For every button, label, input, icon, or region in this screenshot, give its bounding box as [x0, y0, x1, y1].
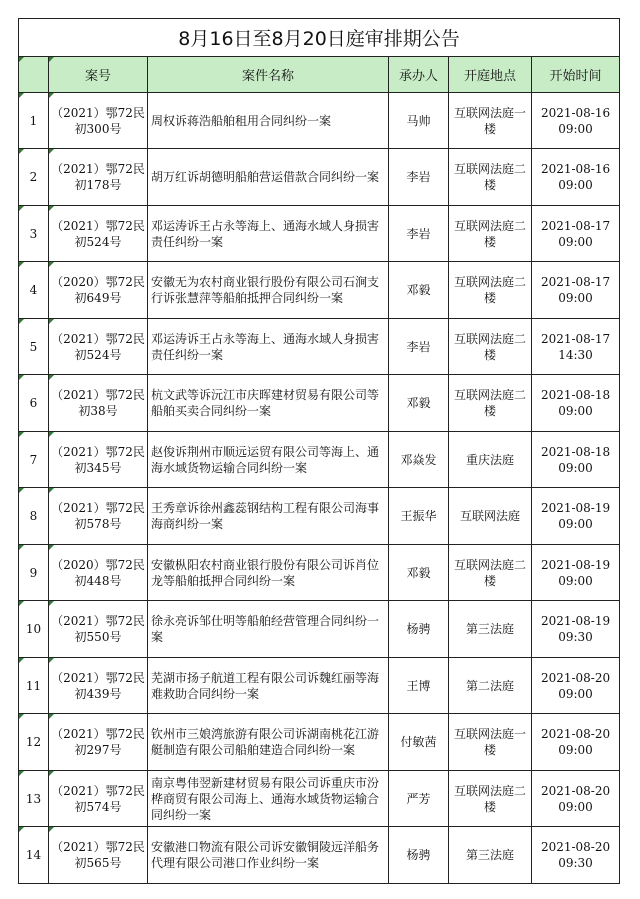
header-time: 开始时间: [532, 57, 620, 93]
table-row: [19, 93, 620, 149]
start-time: 2021-08-19 09:00: [532, 488, 620, 545]
court-location: 互联网法庭二楼: [449, 262, 532, 319]
row-number: 5: [19, 319, 49, 375]
court-location: 第三法庭: [449, 827, 532, 884]
start-time: 2021-08-17 14:30: [532, 319, 620, 375]
judge-name: 王振华: [389, 488, 449, 545]
judge-name: 李岩: [389, 206, 449, 262]
start-time: 2021-08-18 09:00: [532, 432, 620, 488]
case-name: 杭文武等诉沅江市庆晖建材贸易有限公司等船舶买卖合同纠纷一案: [148, 375, 389, 432]
start-time: 2021-08-18 09:00: [532, 375, 620, 432]
table-row: [19, 206, 620, 262]
court-location: 互联网法庭一楼: [449, 714, 532, 771]
case-name: 邓运涛诉王占永等海上、通海水域人身损害责任纠纷一案: [148, 206, 389, 262]
row-number: 2: [19, 149, 49, 206]
schedule-table: [18, 18, 620, 884]
case-name: 安徽港口物流有限公司诉安徽铜陵远洋船务代理有限公司港口作业纠纷一案: [148, 827, 389, 884]
header-place: 开庭地点: [449, 57, 532, 93]
case-number: （2021）鄂72民初38号: [49, 375, 148, 432]
case-name: 徐永亮诉邹仕明等船舶经营管理合同纠纷一案: [148, 601, 389, 658]
court-location: 互联网法庭二楼: [449, 375, 532, 432]
start-time: 2021-08-16 09:00: [532, 149, 620, 206]
case-number: （2021）鄂72民初574号: [49, 771, 148, 827]
start-time: 2021-08-17 09:00: [532, 262, 620, 319]
table-row: [19, 658, 620, 714]
case-name: 安徽枞阳农村商业银行股份有限公司诉肖位龙等船舶抵押合同纠纷一案: [148, 545, 389, 601]
judge-name: 邓毅: [389, 375, 449, 432]
case-name: 南京粤伟翌新建材贸易有限公司诉重庆市汾桦商贸有限公司海上、通海水域货物运输合同纠纷一案: [148, 771, 389, 827]
case-number: （2021）鄂72民初565号: [49, 827, 148, 884]
judge-name: 邓毅: [389, 262, 449, 319]
judge-name: 王博: [389, 658, 449, 714]
row-number: 11: [19, 658, 49, 714]
case-number: （2020）鄂72民初649号: [49, 262, 148, 319]
case-name: 安徽无为农村商业银行股份有限公司石涧支行诉张慧萍等船舶抵押合同纠纷一案: [148, 262, 389, 319]
table-header-row: [19, 57, 620, 93]
case-number: （2021）鄂72民初178号: [49, 149, 148, 206]
row-number: 1: [19, 93, 49, 149]
case-number: （2021）鄂72民初524号: [49, 319, 148, 375]
case-number: （2020）鄂72民初448号: [49, 545, 148, 601]
start-time: 2021-08-19 09:30: [532, 601, 620, 658]
case-number: （2021）鄂72民初578号: [49, 488, 148, 545]
case-number: （2021）鄂72民初345号: [49, 432, 148, 488]
case-name: 王秀章诉徐州鑫蕊钢结构工程有限公司海事海商纠纷一案: [148, 488, 389, 545]
court-location: 互联网法庭二楼: [449, 771, 532, 827]
court-location: 互联网法庭二楼: [449, 149, 532, 206]
court-location: 第二法庭: [449, 658, 532, 714]
court-location: 互联网法庭二楼: [449, 545, 532, 601]
row-number: 7: [19, 432, 49, 488]
start-time: 2021-08-20 09:30: [532, 827, 620, 884]
table-row: [19, 149, 620, 206]
start-time: 2021-08-17 09:00: [532, 206, 620, 262]
case-number: （2021）鄂72民初439号: [49, 658, 148, 714]
row-number: 6: [19, 375, 49, 432]
start-time: 2021-08-20 09:00: [532, 714, 620, 771]
case-number: （2021）鄂72民初300号: [49, 93, 148, 149]
header-case-no: 案号: [49, 57, 148, 93]
start-time: 2021-08-20 09:00: [532, 771, 620, 827]
row-number: 9: [19, 545, 49, 601]
court-location: 互联网法庭一楼: [449, 93, 532, 149]
header-judge: 承办人: [389, 57, 449, 93]
row-number: 4: [19, 262, 49, 319]
table-row: [19, 432, 620, 488]
court-location: 互联网法庭二楼: [449, 206, 532, 262]
court-location: 第三法庭: [449, 601, 532, 658]
case-name: 周权诉蒋浩船舶租用合同纠纷一案: [148, 93, 389, 149]
header-case-name: 案件名称: [148, 57, 389, 93]
judge-name: 严芳: [389, 771, 449, 827]
court-location: 重庆法庭: [449, 432, 532, 488]
table-row: [19, 714, 620, 771]
case-number: （2021）鄂72民初524号: [49, 206, 148, 262]
header-seq: [19, 57, 49, 93]
case-name: 赵俊诉荆州市顺远运贸有限公司等海上、通海水域货物运输合同纠纷一案: [148, 432, 389, 488]
row-number: 3: [19, 206, 49, 262]
judge-name: 杨骋: [389, 827, 449, 884]
judge-name: 邓毅: [389, 545, 449, 601]
start-time: 2021-08-20 09:00: [532, 658, 620, 714]
table-row: [19, 319, 620, 375]
table-row: [19, 488, 620, 545]
row-number: 13: [19, 771, 49, 827]
court-location: 互联网法庭二楼: [449, 319, 532, 375]
table-row: [19, 545, 620, 601]
case-number: （2021）鄂72民初550号: [49, 601, 148, 658]
table-row: [19, 375, 620, 432]
judge-name: 付敏茜: [389, 714, 449, 771]
judge-name: 杨骋: [389, 601, 449, 658]
case-name: 钦州市三娘湾旅游有限公司诉湖南桃花江游艇制造有限公司船舶建造合同纠纷一案: [148, 714, 389, 771]
judge-name: 李岩: [389, 319, 449, 375]
court-location: 互联网法庭: [449, 488, 532, 545]
case-number: （2021）鄂72民初297号: [49, 714, 148, 771]
judge-name: 马帅: [389, 93, 449, 149]
row-number: 10: [19, 601, 49, 658]
judge-name: 邓焱发: [389, 432, 449, 488]
table-row: [19, 771, 620, 827]
case-name: 芜湖市扬子航道工程有限公司诉魏红丽等海难救助合同纠纷一案: [148, 658, 389, 714]
judge-name: 李岩: [389, 149, 449, 206]
table-row: [19, 601, 620, 658]
row-number: 12: [19, 714, 49, 771]
row-number: 8: [19, 488, 49, 545]
case-name: 胡万红诉胡德明船舶营运借款合同纠纷一案: [148, 149, 389, 206]
table-row: [19, 827, 620, 884]
start-time: 2021-08-16 09:00: [532, 93, 620, 149]
table-row: [19, 262, 620, 319]
row-number: 14: [19, 827, 49, 884]
start-time: 2021-08-19 09:00: [532, 545, 620, 601]
page-title: 8月16日至8月20日庭审排期公告: [19, 19, 620, 57]
case-name: 邓运涛诉王占永等海上、通海水域人身损害责任纠纷一案: [148, 319, 389, 375]
